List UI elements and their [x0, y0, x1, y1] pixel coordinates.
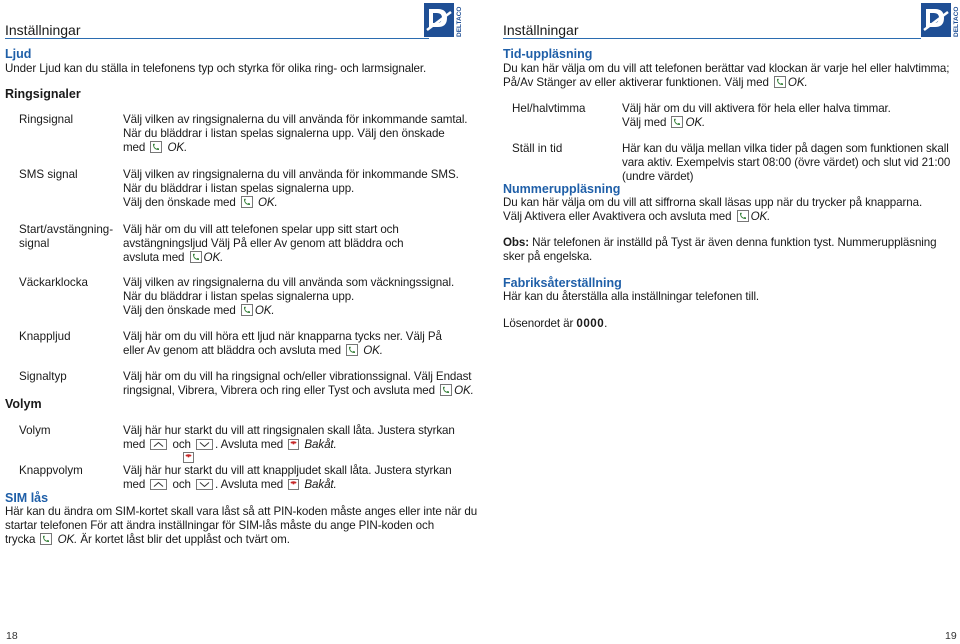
- left-brand-text: DELTACO: [456, 6, 463, 37]
- key-sound-label: Knappljud: [19, 330, 71, 343]
- phone-ok-key-icon: [671, 116, 683, 128]
- right-header-rule: [503, 38, 921, 39]
- signal-type-label: Signaltyp: [19, 370, 67, 383]
- up-key-icon: [150, 479, 167, 490]
- factory-reset-heading: Fabriksåterställning: [503, 276, 622, 290]
- left-header-rule: [5, 38, 429, 39]
- start-stop-signal-desc: Välj här om du vill att telefonen spelar upp sitt start och avstängningsljud Välj På eller Av genom att bläddra och avsluta med OK.: [123, 223, 404, 264]
- down-key-icon: [196, 439, 213, 450]
- phone-ok-key-icon: [737, 210, 749, 222]
- password-text: Lösenordet är 0000.: [503, 317, 608, 330]
- ringsignal-desc: Välj vilken av ringsignalerna du vill använda för inkommande samtal. När du bläddrar i listan spelas signalerna upp. Välj den önskade med OK.: [123, 113, 468, 154]
- sms-signal-desc: Välj vilken av ringsignalerna du vill använda för inkommande SMS. När du bläddrar i listan spelas signalerna upp. Välj den önskade med OK.: [123, 168, 459, 209]
- signal-type-desc: Välj här om du vill ha ringsignal och/eller vibrationssignal. Välj Endast ringsignal, Vibrera, Vibrera och ring eller Tyst och avsluta med OK.: [123, 370, 474, 397]
- password-code: 0000: [576, 317, 605, 330]
- alarm-clock-label: Väckarklocka: [19, 276, 88, 289]
- alarm-clock-desc: Välj vilken av ringsignalerna du vill använda som väckningssignal. När du bläddrar i listan spelas signalerna upp. Välj den önskade med OK.: [123, 276, 455, 317]
- start-stop-signal-label: Start/avstängning- signal: [19, 223, 114, 250]
- deltaco-logo-icon: [921, 3, 951, 37]
- hel-halvtimma-label: Hel/halvtimma: [512, 102, 586, 115]
- page-number-left: 18: [6, 630, 18, 642]
- volym-heading: Volym: [5, 397, 42, 411]
- phone-ok-key-icon: [241, 304, 253, 316]
- back-key-icon: [288, 439, 299, 450]
- sms-signal-label: SMS signal: [19, 168, 78, 181]
- volume-label: Volym: [19, 424, 51, 437]
- sim-lock-text: Här kan du ändra om SIM-kortet skall vara låst så att PIN-koden måste anges eller inte när du startar telefonen För att ändra inställningar för SIM-lås måste du ange PIN-koden och trycka OK. Är kortet låst blir det upplåst och tvärt om.: [5, 505, 478, 546]
- phone-ok-key-icon: [150, 141, 162, 153]
- right-brand-text: DELTACO: [953, 6, 960, 37]
- down-key-icon: [196, 479, 213, 490]
- phone-ok-key-icon: [241, 196, 253, 208]
- phone-ok-key-icon: [190, 251, 202, 263]
- phone-ok-key-icon: [346, 344, 358, 356]
- left-page-title: Inställningar: [5, 22, 81, 38]
- key-volume-label: Knappvolym: [19, 464, 83, 477]
- right-page-title: Inställningar: [503, 22, 579, 38]
- sim-lock-heading: SIM lås: [5, 491, 49, 505]
- ljud-text: Under Ljud kan du ställa in telefonens typ och styrka för olika ring- och larmsignaler.: [5, 62, 427, 75]
- factory-reset-text: Här kan du återställa alla inställningar telefonen till.: [503, 290, 760, 303]
- set-time-label: Ställ in tid: [512, 142, 563, 155]
- phone-ok-key-icon: [40, 533, 52, 545]
- phone-ok-key-icon: [440, 384, 452, 396]
- ringsignaler-heading: Ringsignaler: [5, 87, 81, 101]
- hel-halvtimma-desc: Välj här om du vill aktivera för hela eller halva timmar. Välj med OK.: [622, 102, 891, 129]
- page-number-right: 19: [945, 630, 957, 642]
- time-announce-text: Du kan här välja om du vill att telefonen berättar vad klockan är varje hel eller halvtimma; På/Av Stänger av eller aktiverar funktionen. Välj med OK.: [503, 62, 950, 89]
- ringsignal-label: Ringsignal: [19, 113, 74, 126]
- obs-note: Obs: När telefonen är inställd på Tyst är även denna funktion tyst. Nummeruppläsning sker på engelska.: [503, 236, 937, 263]
- number-readout-heading: Nummeruppläsning: [503, 182, 621, 196]
- volume-desc: Välj här hur starkt du vill att ringsignalen skall låta. Justera styrkan med och . Avsluta med Bakåt.: [123, 424, 455, 451]
- ljud-heading: Ljud: [5, 47, 32, 61]
- back-key-icon: [288, 479, 299, 490]
- up-key-icon: [150, 439, 167, 450]
- number-readout-text: Du kan här välja om du vill att siffrorna skall läsas upp när du trycker på knapparna. Välj Aktivera eller Avaktivera och avsluta med OK.: [503, 196, 923, 223]
- time-announce-heading: Tid-uppläsning: [503, 47, 593, 61]
- set-time-desc: Här kan du välja mellan vilka tider på dagen som funktionen skall vara aktiv. Exempelvis start 08:00 (övre värdet) och slut vid 21:00 (undre värdet): [622, 142, 951, 183]
- deltaco-logo-icon: [424, 3, 454, 37]
- key-volume-desc: Välj här hur starkt du vill att knappljudet skall låta. Justera styrkan med och . Avsluta med Bakåt.: [123, 464, 452, 491]
- key-sound-desc: Välj här om du vill höra ett ljud när knapparna tycks ner. Välj På eller Av genom att bläddra och avsluta med OK.: [123, 330, 442, 357]
- phone-ok-key-icon: [774, 76, 786, 88]
